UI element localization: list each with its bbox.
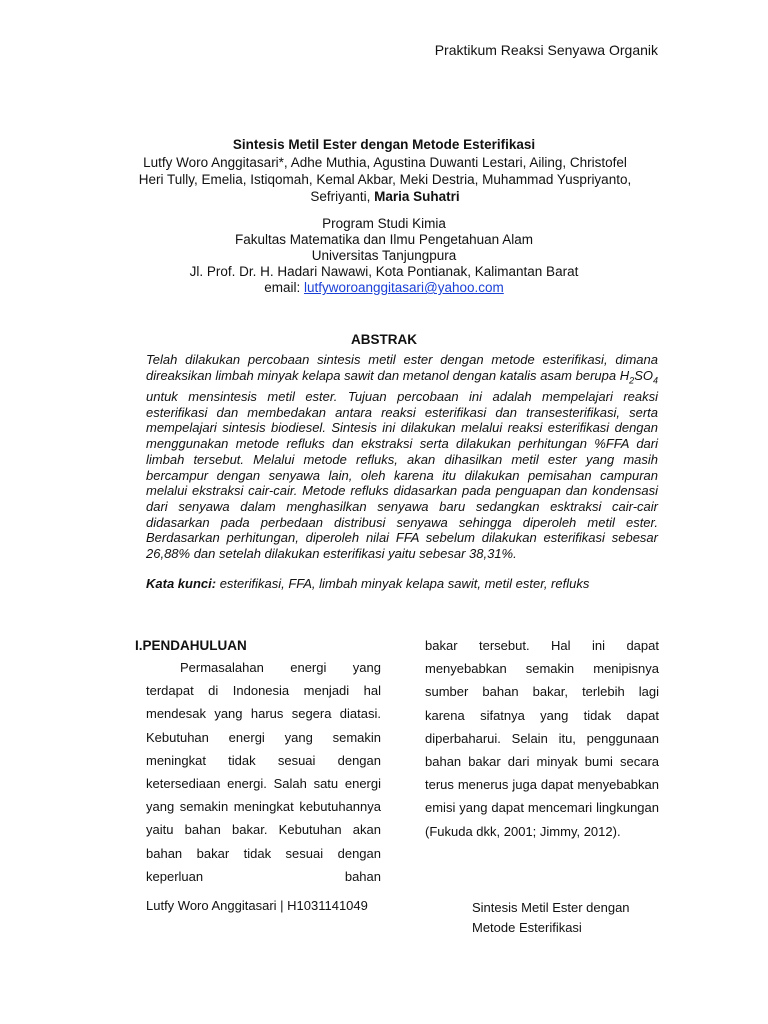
section-number: I. xyxy=(135,638,143,653)
keywords-label: Kata kunci: xyxy=(146,576,217,591)
abstract-text-2: untuk mensintesis metil ester. Tujuan percobaan ini adalah mempelajari reaksi esterifikasi dan membedakan antara reaksi esterifikasi dan transesterifikasi, serta mempelajari sintesis biodiesel. Sintesis ini dilakukan melalui reaksi esterifikasi dengan menggunakan metode refluks dan ekstraksi serta dilakukan perhitungan %FFA dari limbah tersebut. Melalui metode refluks, akan dihasilkan metil ester yang masih bercampur dengan senyawa lain, oleh karena itu dilakukan pemisahan campuran melalui ekstraksi cair-cair. Metode refluks didasarkan pada penguapan dan kondensasi dari senyawa dalam menghasilkan senyawa baru sedangkan esktraksi cair-cair didasarkan pada perbedaan distribusi senyawa sehingga diperoleh metil ester. Berdasarkan perhitungan, diperoleh nilai FFA sebelum dilakukan esterifikasi sebesar 26,88% dan setelah dilakukan esterifikasi yaitu sebesar 38,31%. xyxy=(146,389,658,562)
body-left-column xyxy=(146,656,381,888)
abstract-heading: ABSTRAK xyxy=(351,332,417,347)
left-column-text: Permasalahan energi yang terdapat di Indonesia menjadi hal mendesak yang harus segera diatasi. Kebutuhan energi yang semakin meningkat tidak sesuai dengan ketersediaan energi. Salah satu energi yang semakin meningkat kebutuhannya yaitu bahan bakar. Kebutuhan akan bahan bakar tidak sesuai dengan keperluan bahan xyxy=(146,660,381,884)
running-header: Praktikum Reaksi Senyawa Organik xyxy=(434,42,658,58)
affiliation-university: Universitas Tanjungpura xyxy=(311,248,457,263)
corresponding-author: Maria Suhatri xyxy=(374,189,460,204)
section-heading xyxy=(135,638,247,653)
paper-title: Sintesis Metil Ester dengan Metode Esterifikasi xyxy=(232,137,536,152)
formula-so: SO xyxy=(634,367,653,383)
affiliation-address: Jl. Prof. Dr. H. Hadari Nawawi, Kota Pontianak, Kalimantan Barat xyxy=(189,264,579,279)
keywords-line xyxy=(146,576,686,591)
affiliation-block xyxy=(0,216,768,296)
footer-title-line1: Sintesis Metil Ester dengan xyxy=(472,900,630,915)
body-right-column xyxy=(425,634,659,843)
email-label: email: xyxy=(264,280,301,295)
abstract-text-1: Telah dilakukan percobaan sintesis metil ester dengan metode esterifikasi, dimana direaksikan limbah minyak kelapa sawit dan metanol dengan katalis asam berupa H xyxy=(146,352,658,383)
affiliation-program: Program Studi Kimia xyxy=(322,216,446,231)
email-link[interactable]: lutfyworoanggitasari@yahoo.com xyxy=(303,280,504,295)
abstract-body xyxy=(146,352,658,562)
affiliation-faculty: Fakultas Matematika dan Ilmu Pengetahuan Alam xyxy=(235,232,533,247)
subscript-2: 2 xyxy=(629,375,635,386)
email-line xyxy=(0,280,768,296)
right-column-text: bakar tersebut. Hal ini dapat menyebabkan semakin menipisnya sumber bahan bakar, terlebih lagi karena sifatnya yang tidak dapat diperbaharui. Selain itu, penggunaan bahan bakar dari minyak bumi secara terus menerus juga dapat menyebabkan emisi yang dapat mencemari lingkungan (Fukuda dkk, 2001; Jimmy, 2012). xyxy=(425,638,659,839)
footer-title xyxy=(472,898,672,938)
footer-author: Lutfy Woro Anggitasari | H1031141049 xyxy=(146,898,368,913)
authors-text: Lutfy Woro Anggitasari*, Adhe Muthia, Agustina Duwanti Lestari, Ailing, Christofel Heri Tully, Emelia, Istiqomah, Kemal Akbar, Meki Destria, Muhammad Yuspriyanto, Sefriyanti, xyxy=(138,155,632,204)
subscript-4: 4 xyxy=(652,375,658,386)
section-title: PENDAHULUAN xyxy=(142,638,247,653)
footer-title-line2: Metode Esterifikasi xyxy=(472,920,582,935)
keywords-text: esterifikasi, FFA, limbah minyak kelapa sawit, metil ester, refluks xyxy=(216,576,590,591)
author-list xyxy=(130,154,640,205)
